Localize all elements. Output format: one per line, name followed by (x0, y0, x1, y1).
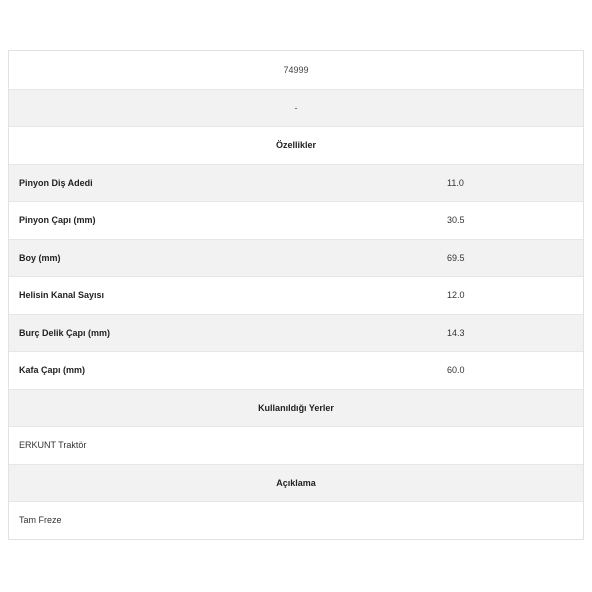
empty-value-row (9, 89, 583, 127)
product-code-value: 74999 (283, 64, 309, 75)
aciklama-heading: Açıklama (276, 477, 316, 488)
spec-row-boy (9, 239, 583, 277)
spec-row-kafa-capi (9, 351, 583, 389)
empty-value: - (294, 102, 298, 113)
spec-label: Kafa Çapı (mm) (19, 365, 86, 376)
product-details-table (8, 50, 584, 540)
ozellikler-heading: Özellikler (275, 140, 317, 151)
spec-row-helisin-kanal-sayisi (9, 276, 583, 314)
aciklama-value: Tam Freze (19, 515, 62, 526)
spec-label: Pinyon Çapı (mm) (19, 215, 96, 226)
spec-value: 30.5 (447, 215, 465, 226)
product-code-row (9, 51, 583, 89)
spec-value: 60.0 (447, 365, 465, 376)
kullanildigi-yerler-heading-row (9, 389, 583, 427)
spec-row-pinyon-dis-adedi (9, 164, 583, 202)
spec-value: 69.5 (447, 252, 465, 263)
ozellikler-heading-row (9, 126, 583, 164)
spec-row-burc-delik-capi (9, 314, 583, 352)
spec-value: 14.3 (447, 327, 465, 338)
spec-label: Helisin Kanal Sayısı (19, 290, 105, 301)
aciklama-row (9, 501, 583, 539)
kullanildigi-yerler-heading: Kullanıldığı Yerler (258, 402, 334, 413)
kullanildigi-yerler-row (9, 426, 583, 464)
spec-value: 11.0 (447, 177, 464, 188)
spec-value: 12.0 (447, 290, 465, 301)
kullanildigi-yerler-value: ERKUNT Traktör (19, 440, 87, 451)
spec-label: Boy (mm) (19, 252, 61, 263)
spec-label: Burç Delik Çapı (mm) (19, 327, 111, 338)
spec-label: Pinyon Diş Adedi (19, 177, 93, 188)
spec-row-pinyon-capi (9, 201, 583, 239)
aciklama-heading-row (9, 464, 583, 502)
